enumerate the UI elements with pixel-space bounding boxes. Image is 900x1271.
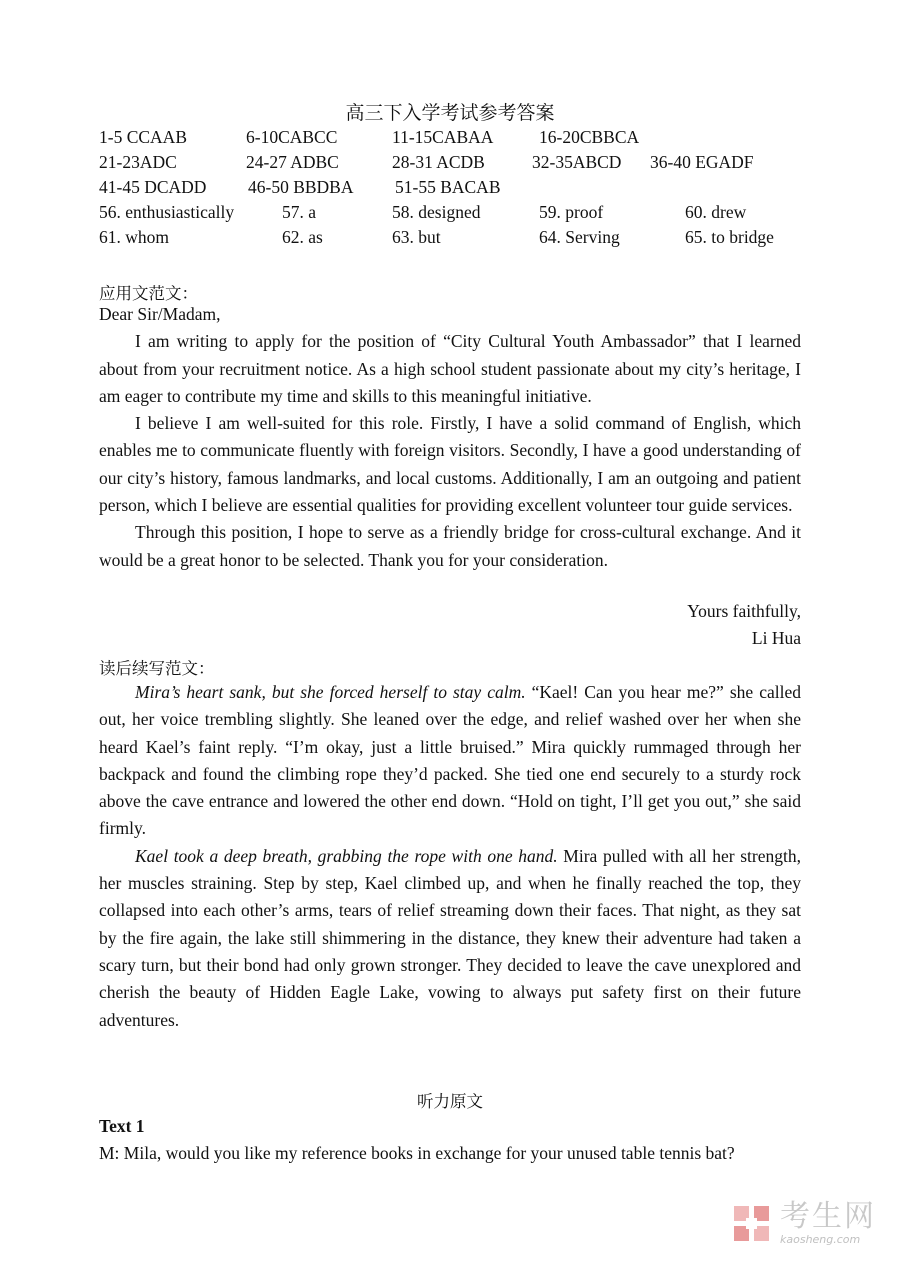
paragraph-text: “Kael! Can you hear me?” she called out, her voice trembling slightly. She leaned over the edge, and relief washed over her when she heard Kael’s faint reply. “I’m okay, just a little bruised.” Mira quickly rummaged through her backpack and found the climbing rope they’d packed. She tied one end securely to a sturdy rock above the cave entrance and lowered the other end down. “Hold on tight, I’ll get you out,” she said firmly. [99, 682, 801, 839]
paragraph: Through this position, I hope to serve as a friendly bridge for cross-cultural exchange. And it would be a great honor to be selected. Thank you for your consideration. [99, 522, 801, 570]
answer-cell: 11-15CABAA [392, 127, 494, 147]
paragraph-text: Mira pulled with all her strength, her muscles straining. Step by step, Kael climbed up, and when he finally reached the top, they collapsed into each other’s arms, tears of relief streaming down their faces. That night, as they sat by the fire again, the lake still shimmering in the distance, they knew their adventure had taken a scary turn, but their bond had only grown stronger. They decided to leave the cave unexplored and cherish the beauty of Hidden Eagle Lake, vowing to always put safety first on their future adventures. [99, 845, 801, 1030]
closing: Yours faithfully, [687, 601, 801, 621]
dialogue-line: M: Mila, would you like my reference books in exchange for your unused table tennis bat? [99, 1143, 735, 1163]
section-label-writing2: 读后续写范文： [99, 659, 215, 678]
salutation: Dear Sir/Madam, [99, 304, 221, 324]
answer-cell: 57. a [282, 202, 317, 222]
answer-cell: 6-10CABCC [246, 127, 338, 147]
answer-cell: 64. Serving [539, 227, 620, 247]
signature: Li Hua [751, 628, 801, 648]
answer-cell: 58. designed [392, 202, 481, 222]
answer-cell: 65. to bridge [685, 227, 774, 247]
answer-cell: 56. enthusiastically [99, 202, 235, 222]
answer-cell: 16-20CBBCA [539, 127, 640, 147]
watermark-text: 考生网 [780, 1199, 876, 1234]
paragraph: I believe I am well-suited for this role. Firstly, I have a solid command of English, which enables me to communicate fluently with foreign visitors. Secondly, I have a good understanding of our city’s history, famous landmarks, and local customs. Additionally, I am an outgoing and patient person, which I believe are essential qualities for providing excellent volunteer tour guide services. [99, 413, 801, 516]
answer-cell: 32-35ABCD [532, 152, 622, 172]
kaosheng-logo-icon [732, 1204, 772, 1244]
answer-cell: 46-50 BBDBA [248, 177, 354, 197]
page-title: 高三下入学考试参考答案 [345, 102, 555, 124]
paragraph-lead: Mira’s heart sank, but she forced herself to stay calm. [135, 682, 526, 702]
section-label-writing1: 应用文范文： [99, 284, 198, 303]
answer-cell: 51-55 BACAB [395, 177, 501, 197]
answer-cell: 60. drew [685, 202, 747, 222]
paragraph [99, 679, 801, 843]
answer-cell: 21-23ADC [99, 152, 177, 172]
answer-cell: 36-40 EGADF [650, 152, 754, 172]
listening-heading: 听力原文 [417, 1092, 483, 1111]
answer-cell: 24-27 ADBC [246, 152, 339, 172]
writing1-body [99, 301, 801, 574]
watermark-url: kaosheng.com [780, 1233, 861, 1246]
answer-cell: 1-5 CCAAB [99, 127, 187, 147]
paragraph-lead: Kael took a deep breath, grabbing the rope with one hand. [135, 845, 558, 866]
paragraph [99, 843, 801, 1034]
watermark [732, 1199, 876, 1246]
answer-cell: 59. proof [539, 202, 604, 222]
answer-cell: 62. as [282, 227, 323, 247]
answer-cell: 63. but [392, 227, 441, 247]
text1-title: Text 1 [99, 1116, 145, 1136]
answer-cell: 41-45 DCADD [99, 177, 207, 197]
answer-cell: 28-31 ACDB [392, 152, 485, 172]
writing2-body [99, 679, 801, 1034]
answer-cell: 61. whom [99, 227, 169, 247]
paragraph: I am writing to apply for the position of “City Cultural Youth Ambassador” that I learned about from your recruitment notice. As a high school student passionate about my city’s heritage, I am eager to contribute my time and skills to this meaningful initiative. [99, 331, 801, 406]
